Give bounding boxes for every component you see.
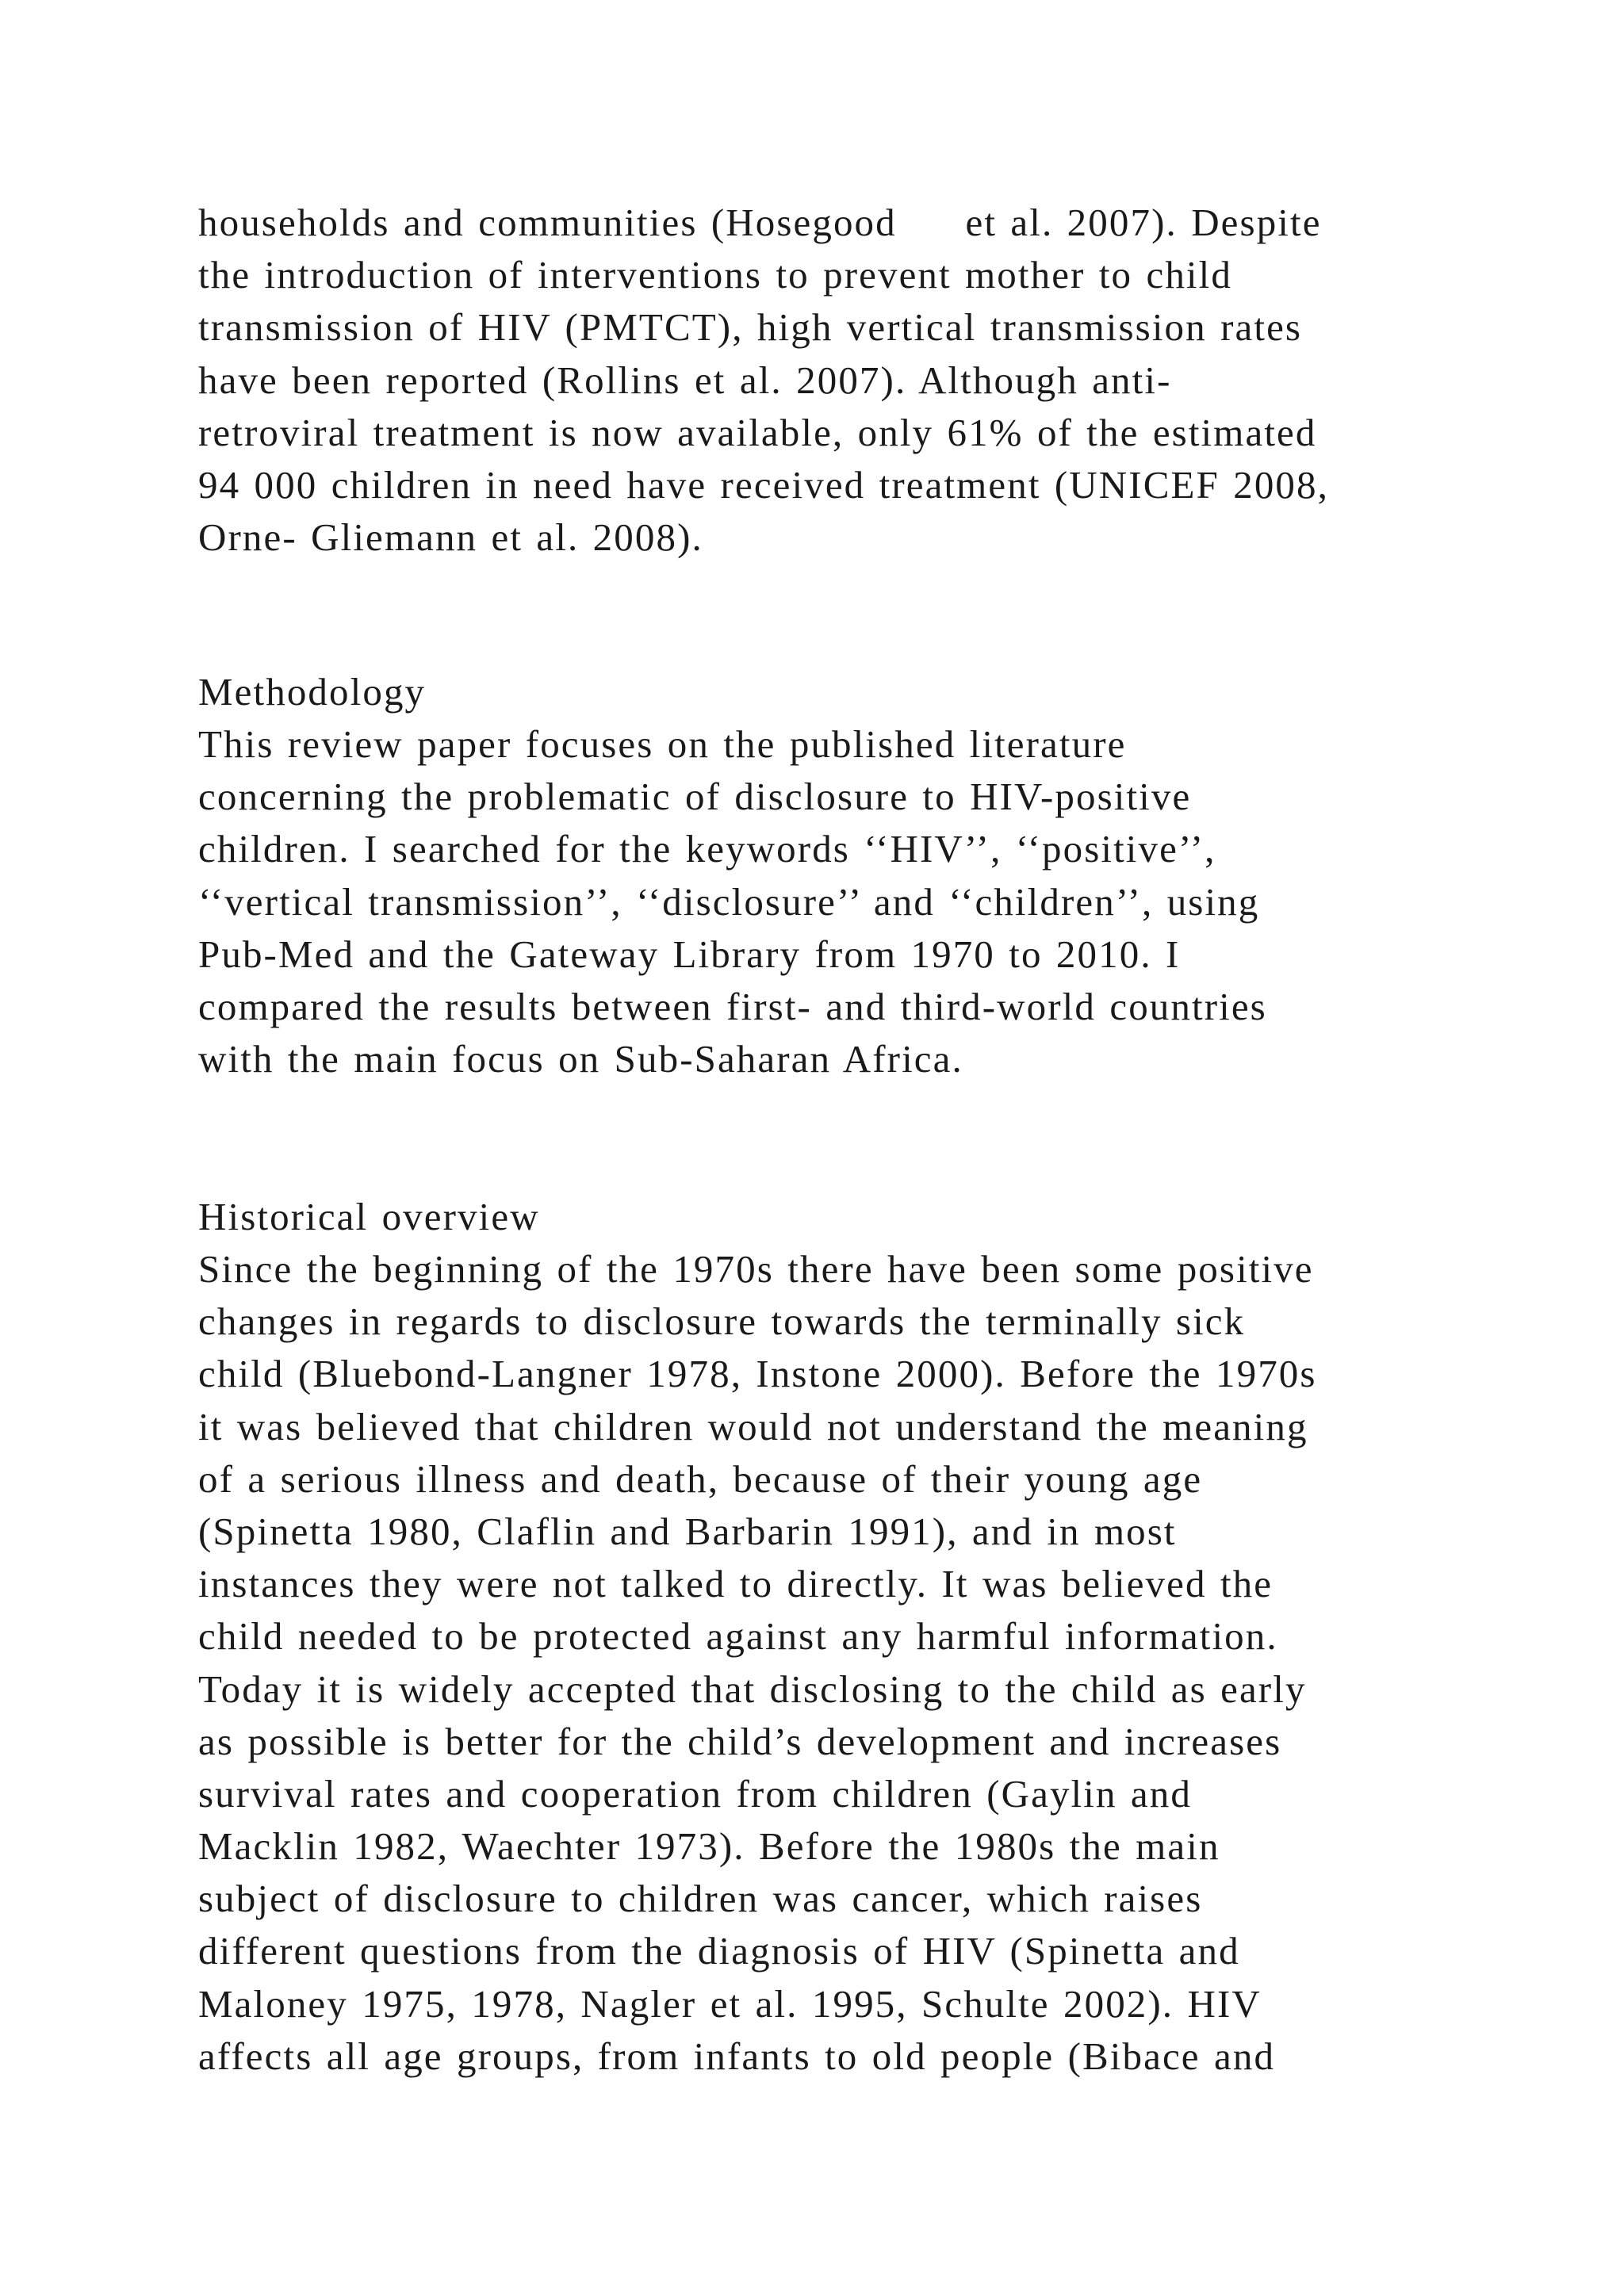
text-line: child (Bluebond-Langner 1978, Instone 2000). Before the 1970s: [198, 1352, 1317, 1396]
text-line: instances they were not talked to directly. It was believed the: [198, 1562, 1274, 1606]
text-line: with the main focus on Sub-Saharan Africa.: [198, 1037, 963, 1081]
text-line: concerning the problematic of disclosure to HIV-positive: [198, 775, 1192, 819]
text-line: survival rates and cooperation from children (Gaylin and: [198, 1771, 1192, 1816]
text-line: different questions from the diagnosis of HIV (Spinetta and: [198, 1929, 1240, 1973]
text-line: Macklin 1982, Waechter 1973). Before the 1980s the main: [198, 1824, 1220, 1869]
text-line: Maloney 1975, 1978, Nagler et al. 1995, Schulte 2002). HIV: [198, 1981, 1262, 2026]
historical-overview-heading: [198, 1191, 1546, 1243]
text-line: the introduction of interventions to prevent mother to child: [198, 253, 1232, 297]
text-line: households and communities (Hosegood et al. 2007). Despite: [198, 201, 1322, 244]
text-line: subject of disclosure to children was cancer, which raises: [198, 1877, 1203, 1921]
text-line: Orne- Gliemann et al. 2008).: [198, 515, 703, 560]
text-line: it was believed that children would not understand the meaning: [198, 1404, 1308, 1448]
text-line: as possible is better for the child’s development and increases: [198, 1719, 1282, 1763]
historical-overview-paragraph: [198, 1243, 1546, 2083]
section-heading: Historical overview: [198, 1195, 540, 1238]
text-line: Today it is widely accepted that disclosing to the child as early: [198, 1667, 1307, 1711]
intro-paragraph: [198, 197, 1546, 564]
text-line: changes in regards to disclosure towards the terminally sick: [198, 1299, 1246, 1344]
text-line: 94 000 children in need have received treatment (UNICEF 2008,: [198, 462, 1329, 507]
text-line: This review paper focuses on the published literature: [198, 722, 1127, 766]
text-line: Pub-Med and the Gateway Library from 1970 to 2010. I: [198, 932, 1181, 976]
methodology-heading: [198, 666, 1546, 718]
text-line: ‘‘vertical transmission’’, ‘‘disclosure’’ and ‘‘children’’, using: [198, 879, 1260, 924]
text-line: retroviral treatment is now available, only 61% of the estimated: [198, 410, 1317, 454]
text-line: transmission of HIV (PMTCT), high vertical transmission rates: [198, 305, 1303, 350]
section-heading: Methodology: [198, 670, 427, 714]
text-line: (Spinetta 1980, Claflin and Barbarin 1991), and in most: [198, 1509, 1177, 1553]
methodology-paragraph: [198, 718, 1546, 1085]
text-line: child needed to be protected against any harmful information.: [198, 1614, 1278, 1659]
text-line: Since the beginning of the 1970s there have been some positive: [198, 1247, 1314, 1291]
text-line: children. I searched for the keywords ‘‘HIV’’, ‘‘positive’’,: [198, 827, 1216, 871]
text-line: compared the results between first- and third-world countries: [198, 984, 1267, 1028]
text-line: affects all age groups, from infants to old people (Bibace and: [198, 2034, 1276, 2078]
text-line: have been reported (Rollins et al. 2007). Although anti-: [198, 358, 1172, 402]
text-line: of a serious illness and death, because of their young age: [198, 1456, 1203, 1501]
